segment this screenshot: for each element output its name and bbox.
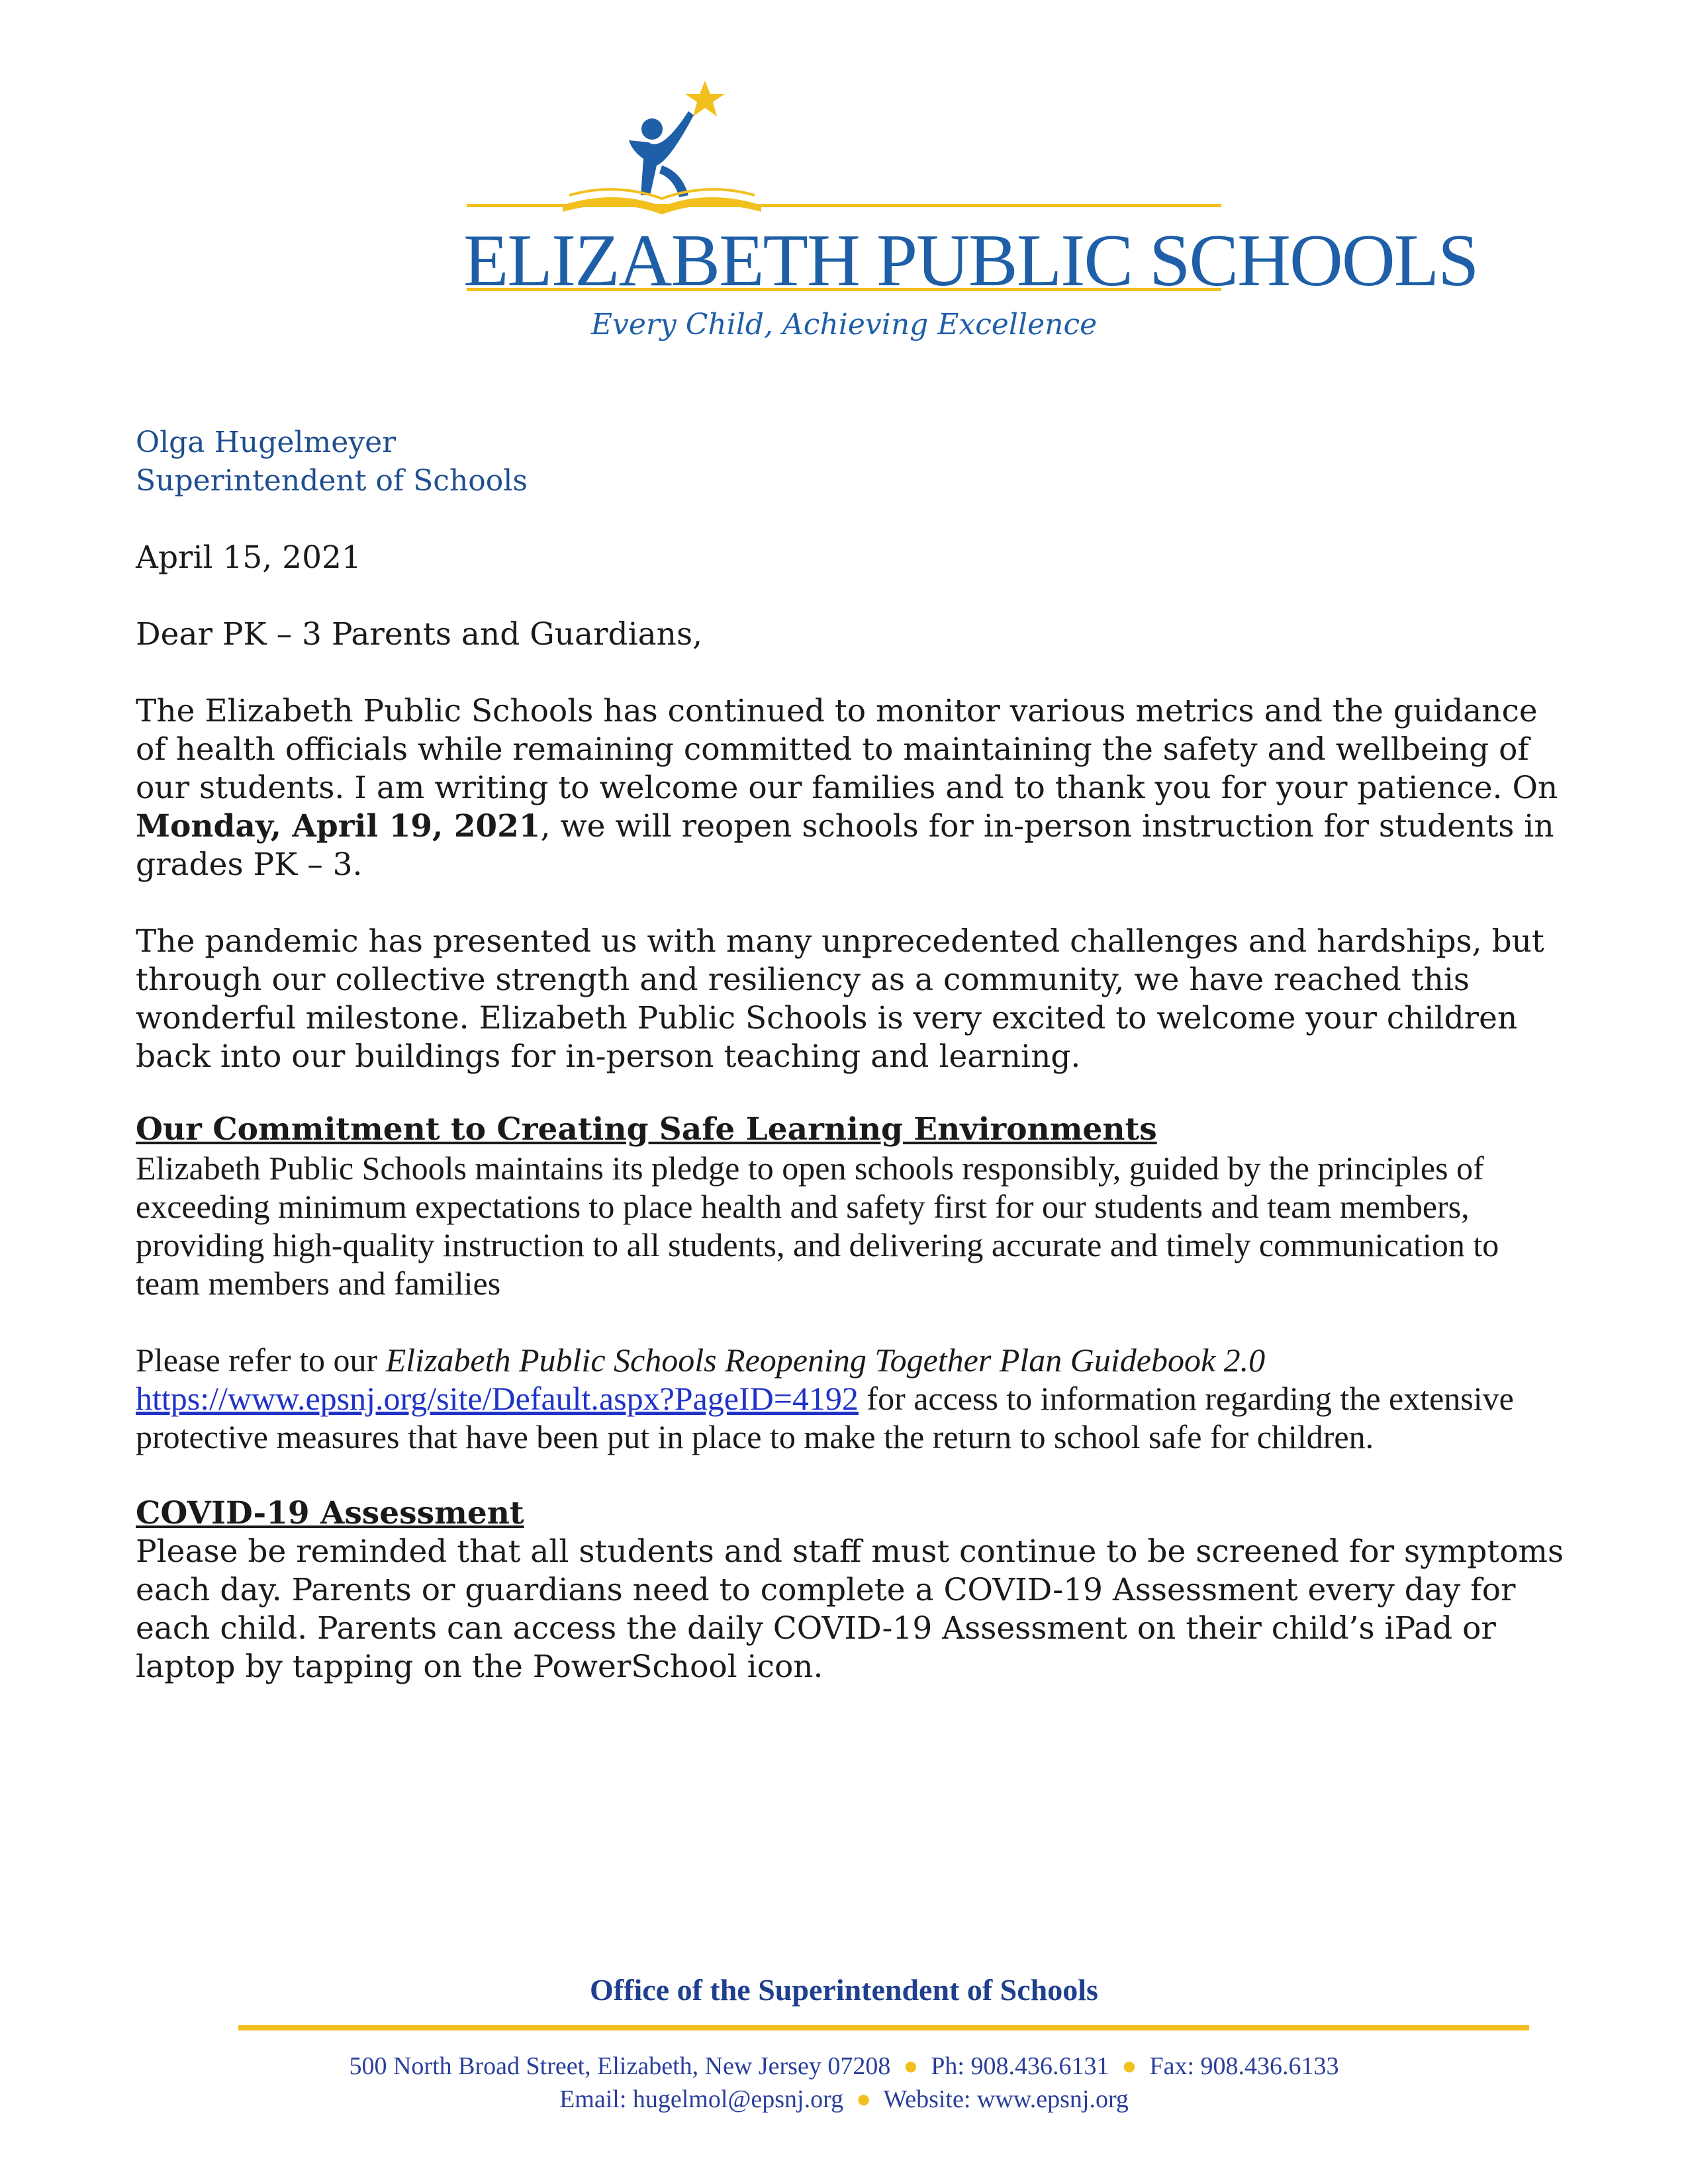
bullet-icon: ●	[896, 2052, 925, 2080]
footer-fax: Fax: 908.436.6133	[1149, 2052, 1339, 2080]
paragraph-reopening-text-2: , we will reopen schools for in-person instruction for students in grades PK – 3.	[136, 808, 1554, 883]
letter-date: April 15, 2021	[136, 539, 361, 576]
district-logo	[463, 79, 1478, 371]
paragraph-covid-assessment: Please be reminded that all students and staff must continue to be screened for symptoms each day. Parents or guardians need to complete a COVID-19 Assessment every day for each child. Parents can access the daily COVID-19 Assessment on their child’s iPad or laptop by tapping on the PowerSchool icon.	[136, 1533, 1564, 1685]
footer-contact-line	[0, 2052, 1688, 2081]
footer-web-line	[0, 2085, 1688, 2114]
guidebook-text-1: Please refer to our	[136, 1342, 386, 1379]
letter-greeting: Dear PK – 3 Parents and Guardians,	[136, 616, 703, 653]
guidebook-title: Elizabeth Public Schools Reopening Together Plan Guidebook 2.0	[385, 1342, 1266, 1379]
paragraph-commitment: Elizabeth Public Schools maintains its pledge to open schools responsibly, guided by the principles of exceeding minimum expectations to place health and safety first for our students and team members, providing high-quality instruction to all students, and delivering accurate and timely communication to team members and families	[136, 1150, 1499, 1302]
paragraph-reopening-text-1: The Elizabeth Public Schools has continued to monitor various metrics and the guidance of health officials while remaining committed to maintaining the safety and wellbeing of our students. I am writing to welcome our families and to thank you for your patience. On	[136, 693, 1558, 806]
footer-title: Office of the Superintendent of Schools	[590, 1973, 1098, 2007]
paragraph-reopening	[136, 692, 1566, 884]
paragraph-guidebook	[136, 1341, 1566, 1456]
bullet-icon: ●	[1115, 2052, 1143, 2080]
star-icon	[685, 81, 725, 116]
footer-address: 500 North Broad Street, Elizabeth, New Jersey 07208	[349, 2052, 891, 2080]
guidebook-text-2: for access to information regarding the extensive protective measures that have been put in place to make the return to school safe for children.	[136, 1380, 1514, 1455]
sender-title: Superintendent of Schools	[136, 464, 528, 498]
district-tagline: Every Child, Achieving Excellence	[590, 308, 1098, 341]
footer-email[interactable]: Email: hugelmol@epsnj.org	[559, 2085, 844, 2113]
heading-commitment: Our Commitment to Creating Safe Learning Environments	[136, 1111, 1157, 1148]
footer-divider	[238, 2025, 1529, 2030]
footer-website[interactable]: Website: www.epsnj.org	[883, 2085, 1129, 2113]
heading-covid-assessment: COVID-19 Assessment	[136, 1495, 524, 1531]
district-name: ELIZABETH PUBLIC SCHOOLS	[463, 220, 1478, 302]
letter-body	[136, 424, 1566, 1686]
reopening-date: Monday, April 19, 2021	[136, 808, 541, 844]
paragraph-pandemic: The pandemic has presented us with many unprecedented challenges and hardships, but through our collective strength and resiliency as a community, we have reached this wonderful milestone. Elizabeth Public Schools is very excited to welcome your children back into our buildings for in-person teaching and learning.	[136, 923, 1544, 1075]
sender-name: Olga Hugelmeyer	[136, 426, 397, 459]
bullet-icon: ●	[849, 2085, 878, 2113]
footer-phone: Ph: 908.436.6131	[931, 2052, 1109, 2080]
guidebook-link[interactable]: https://www.epsnj.org/site/Default.aspx?PageID=4192	[136, 1380, 859, 1417]
letter-footer	[0, 1972, 1688, 2113]
